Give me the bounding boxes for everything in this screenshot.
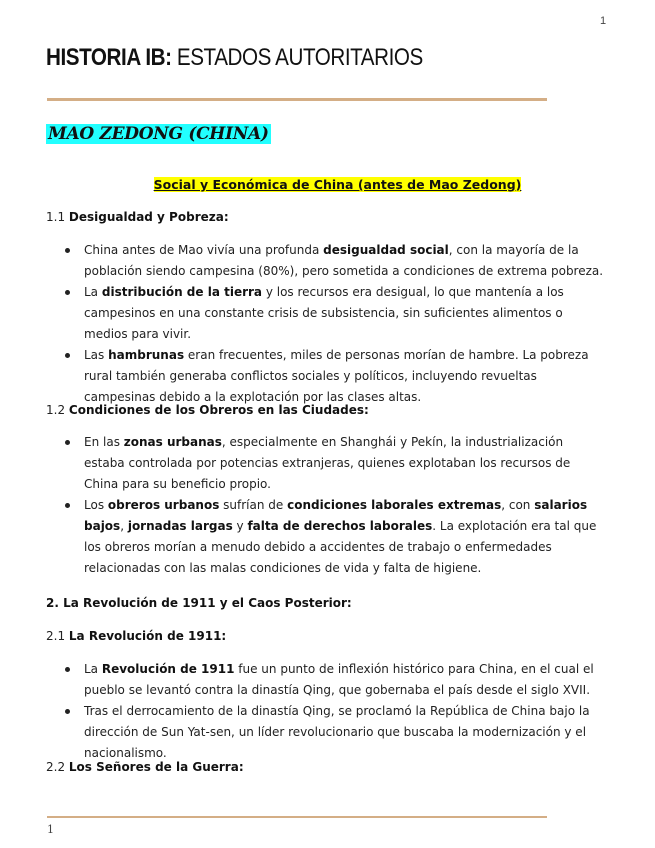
bullet-text: Tras el derrocamiento de la dinastía Qing, se proclamó la República de China bajo la dirección de Sun Yat-sen, un líder revolucionario que buscaba la modernización y el nacionalismo.	[84, 704, 590, 760]
bullet-text: eran frecuentes, miles de personas morían de hambre. La pobreza rural también generaba conflictos sociales y políticos, incluyendo revueltas campesinas debido a la explotación por las clases altas.	[84, 348, 589, 404]
bullet-text: , con la mayoría de la población siendo campesina (80%), pero sometida a condiciones de extrema pobreza.	[84, 243, 604, 278]
bullet-text: ,	[120, 519, 128, 533]
subheading-title: Desigualdad y Pobreza:	[68, 210, 229, 224]
bullet-item	[46, 701, 606, 764]
bullet-item	[46, 240, 606, 282]
bullet-text: China antes de Mao vivía una profunda	[84, 243, 324, 257]
bullet-item	[46, 345, 606, 408]
subheading-number: 2.2	[46, 760, 69, 774]
footer-rule	[47, 816, 547, 818]
document-title-rest: ESTADOS AUTORITARIOS	[171, 44, 423, 71]
bullet-text: La	[84, 285, 102, 299]
document-title	[46, 44, 423, 72]
heading-2-title: 2. La Revolución de 1911 y el Caos Posterior:	[46, 596, 352, 610]
subheading-1-1	[46, 210, 229, 224]
bullet-text: . La explotación era tal que los obreros morían a menudo debido a accidentes de trabajo o enfermedades relacionadas con las malas condiciones de vida y falta de higiene.	[84, 519, 597, 575]
bullet-text: sufrían de	[219, 498, 288, 512]
subheading-2-2	[46, 760, 244, 774]
bullet-list-1-1	[46, 240, 606, 408]
document-title-bold: HISTORIA IB:	[46, 44, 172, 71]
bold-term: falta de derechos laborales	[247, 519, 433, 533]
subheading-number: 2.1	[46, 629, 69, 643]
bullet-item	[46, 495, 606, 579]
section-title-text: Social y Económica de China (antes de Mao Zedong)	[153, 177, 522, 192]
bold-term: salarios bajos	[84, 498, 588, 533]
subheading-1-2	[46, 403, 369, 417]
header-rule	[47, 98, 547, 101]
bullet-list-1-2	[46, 432, 606, 579]
bold-term: desigualdad social	[323, 243, 449, 257]
bullet-item	[46, 659, 606, 701]
subheading-2-1	[46, 629, 226, 643]
subheading-title: La Revolución de 1911:	[68, 629, 227, 643]
bold-term: hambrunas	[108, 348, 185, 362]
bold-term: distribución de la tierra	[101, 285, 263, 299]
bullet-text: y los recursos era desigual, lo que mantenía a los campesinos en una constante crisis de subsistencia, sin suficientes alimentos o medios para vivir.	[84, 285, 564, 341]
page-number-top: 1	[600, 15, 607, 27]
section-title	[0, 174, 655, 193]
bullet-text: Las	[84, 348, 109, 362]
bullet-text: Los	[84, 498, 108, 512]
heading-2	[46, 596, 352, 610]
bullet-text: , con	[501, 498, 535, 512]
subheading-number: 1.2	[46, 403, 69, 417]
bullet-text: , especialmente en Shanghái y Pekín, la industrialización estaba controlada por potencias extranjeras, quienes explotaban los recursos de China para su beneficio propio.	[84, 435, 571, 491]
subheading-title: Condiciones de los Obreros en las Ciudades:	[68, 403, 369, 417]
bold-term: Revolución de 1911	[101, 662, 235, 676]
bullet-list-2-1	[46, 659, 606, 764]
bullet-text: En las	[84, 435, 124, 449]
bullet-text: La	[84, 662, 102, 676]
bullet-text: y	[232, 519, 248, 533]
bold-term: condiciones laborales extremas	[287, 498, 502, 512]
page-number-bottom: 1	[47, 823, 54, 836]
bullet-item	[46, 432, 606, 495]
bold-term: obreros urbanos	[107, 498, 220, 512]
bold-term: jornadas largas	[127, 519, 233, 533]
subheading-title: Los Señores de la Guerra:	[68, 760, 244, 774]
mao-heading: MAO ZEDONG (CHINA)	[48, 124, 269, 144]
bullet-text: fue un punto de inflexión histórico para China, en el cual el pueblo se levantó contra la dinastía Qing, que gobernaba el país desde el siglo XVII.	[84, 662, 594, 697]
bold-term: zonas urbanas	[123, 435, 222, 449]
bullet-item	[46, 282, 606, 345]
subheading-number: 1.1	[46, 210, 69, 224]
